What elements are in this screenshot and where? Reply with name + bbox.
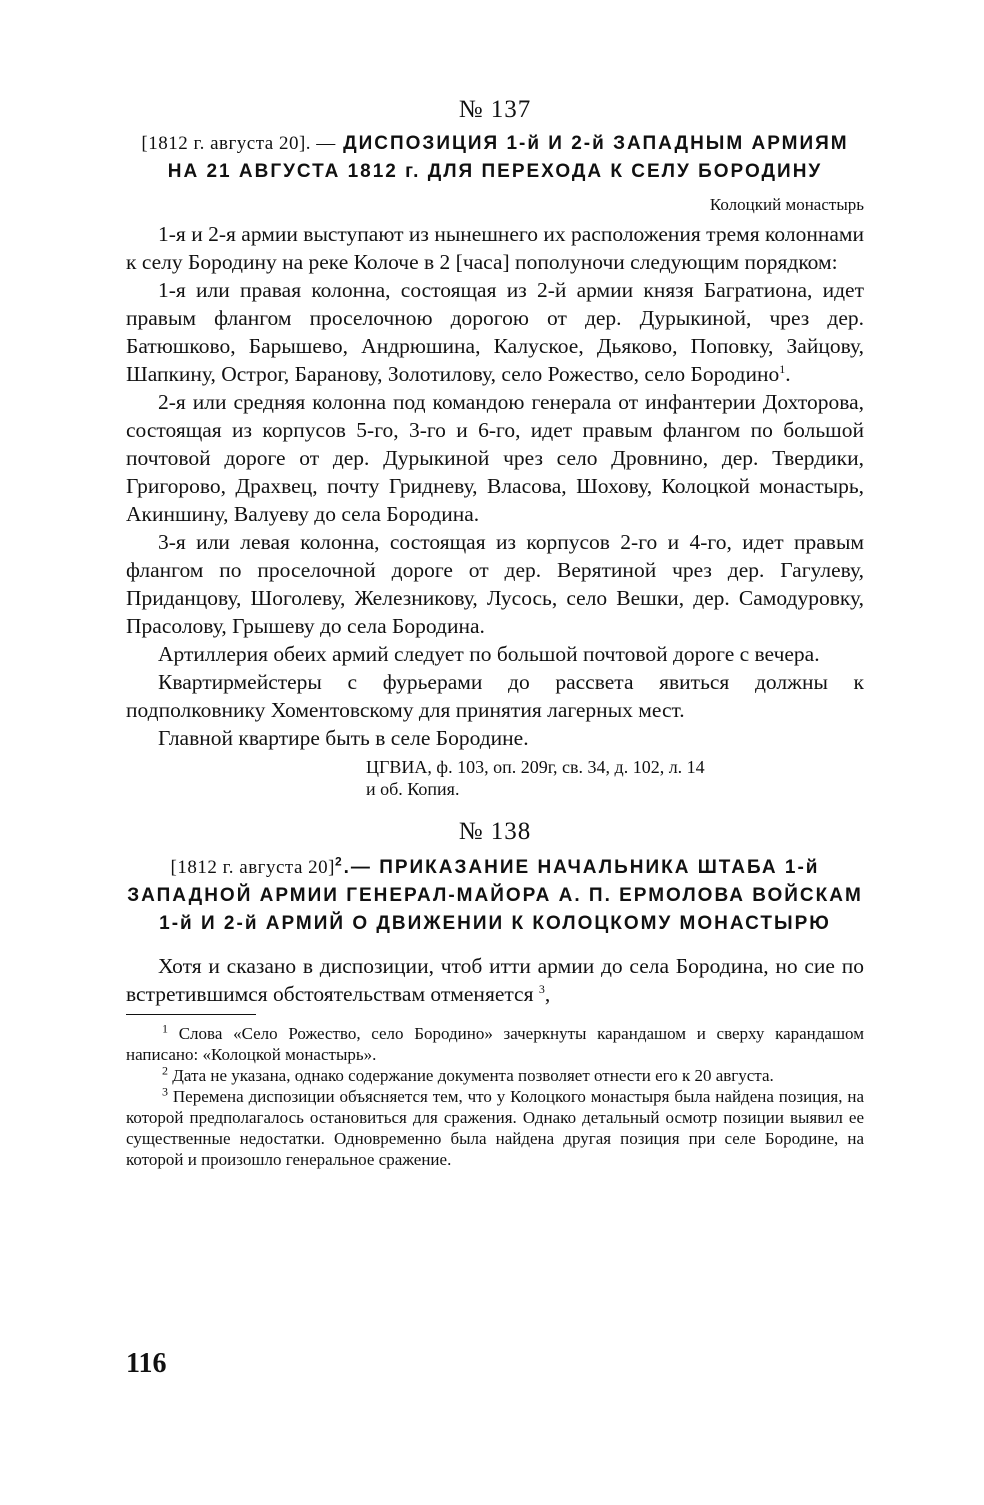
archive-source: ЦГВИА, ф. 103, оп. 209г, св. 34, д. 102, л. 14 (366, 757, 705, 777)
document-date: [1812 г. августа 20]. — (141, 133, 336, 154)
document-title-text: .— ПРИКАЗАНИЕ НАЧАЛЬНИКА ШТАБА 1-й ЗАПАДНОЙ АРМИИ ГЕНЕРАЛ-МАЙОРА А. П. ЕРМОЛОВА ВОЙСКАМ 1-й И 2-й АРМИЙ О ДВИЖЕНИИ К КОЛОЦКОМУ МОНАСТЫРЮ (127, 857, 863, 934)
footnote-ref: 1 (779, 361, 786, 376)
footnote (126, 1086, 864, 1170)
document-title (126, 130, 864, 186)
footnote-text: Дата не указана, однако содержание документа позволяет отнести его к 20 августа. (172, 1066, 774, 1085)
paragraph (126, 952, 864, 1008)
document-number: № 137 (458, 96, 532, 123)
paragraph: 3-я или левая колонна, состоящая из корпусов 2-го и 4-го, идет правым флангом по проселочной дороге от дер. Верятиной чрез дер. Гагулеву, Приданцову, Шоголеву, Железникову, Лусось, село Вешки, дер. Самодуровку, Прасолову, Грышеву до села Бородина. (126, 530, 864, 638)
archive-source-cont: и об. Копия. (366, 779, 460, 799)
footnote-ref: 2 (334, 854, 344, 869)
document-date: [1812 г. августа 20] (170, 857, 335, 878)
document-title (126, 854, 864, 938)
paragraph: 2-я или средняя колонна под командою генерала от инфантерии Дохторова, состоящая из корпусов 5-го, 3-го и 6-го, идет правым флангом по большой почтовой дороге от дер. Дурыкиной чрез село Дровнино, дер. Твердики, Григорово, Драхвец, почту Гридневу, Власова, Шохову, Колоцкой монастырь, Акиншину, Валуеву до села Бородина. (126, 390, 864, 526)
paragraph: Квартирмейстеры с фурьерами до рассвета явиться должны к подполковнику Хоментовскому для принятия лагерных мест. (126, 670, 864, 722)
footnote-mark: 1 (162, 1021, 168, 1036)
paragraph-end: , (544, 982, 551, 1006)
document-number: № 138 (458, 818, 532, 845)
paragraph-text: 1-я или правая колонна, состоящая из 2-й армии князя Багратиона, идет правым флангом проселочною дорогою от дер. Дурыкиной, чрез дер. Батюшково, Барышево, Андрюшина, Калуское, Дьяково, Поповку, Зайцову, Шапкину, Острог, Баранову, Золотилову, село Рожество, село Бородино (126, 278, 864, 386)
footnote (126, 1065, 864, 1086)
paragraph: 1-я или правая колонна, состоящая из 2-й армии князя Багратиона, идет правым флангом проселочною дорогою от дер. Дурыкиной, чрез дер. Батюшково, Барышево, Андрюшина, Калуское, Дьяково, Поповку, Зайцову, Шапкину, Острог, Баранову, Золотилову, село Рожество, село Бородино$^1$. (126, 278, 864, 386)
paragraph: Главной квартире быть в селе Бородине. (158, 726, 529, 750)
footnote-divider (126, 1014, 256, 1015)
paragraph: Артиллерия обеих армий следует по большой почтовой дороге с вечера. (158, 642, 820, 666)
footnote-ref: 3 (538, 981, 545, 996)
paragraph: 1-я и 2-я армии выступают из нынешнего их расположения тремя колоннами к селу Бородину на реке Колоче в 2 [часа] пополуночи следующим порядком: (126, 222, 864, 274)
paragraph-text: Хотя и сказано в диспозиции, чтоб итти армии до села Бородина, но сие по встретившимся обстоятельствам отменяется (126, 954, 864, 1006)
document-place: Колоцкий монастырь (709, 195, 864, 214)
footnote-text: Перемена диспозиции объясняется тем, что у Колоцкого монастыря была найдена позиция, на которой предполагалось остановиться для сражения. Однако детальный осмотр позиции выявил ее существенные недостатки. Одновременно была найдена другая позиция при селе Бородине, на которой и произошло генеральное сражение. (126, 1087, 864, 1169)
footnote-mark: 3 (162, 1084, 168, 1099)
footnote-text: Слова «Село Рожество, село Бородино» зачеркнуты карандашом и сверху карандашом написано: «Колоцкой монастырь». (126, 1024, 864, 1064)
document-title-text: ДИСПОЗИЦИЯ 1-й И 2-й ЗАПАДНЫМ АРМИЯМ НА 21 АВГУСТА 1812 г. ДЛЯ ПЕРЕХОДА К СЕЛУ БОРОДИНУ (167, 133, 849, 182)
document-page (126, 92, 864, 1170)
footnote-mark: 2 (162, 1063, 168, 1078)
page-number: 116 (126, 1348, 167, 1379)
footnote (126, 1023, 864, 1065)
